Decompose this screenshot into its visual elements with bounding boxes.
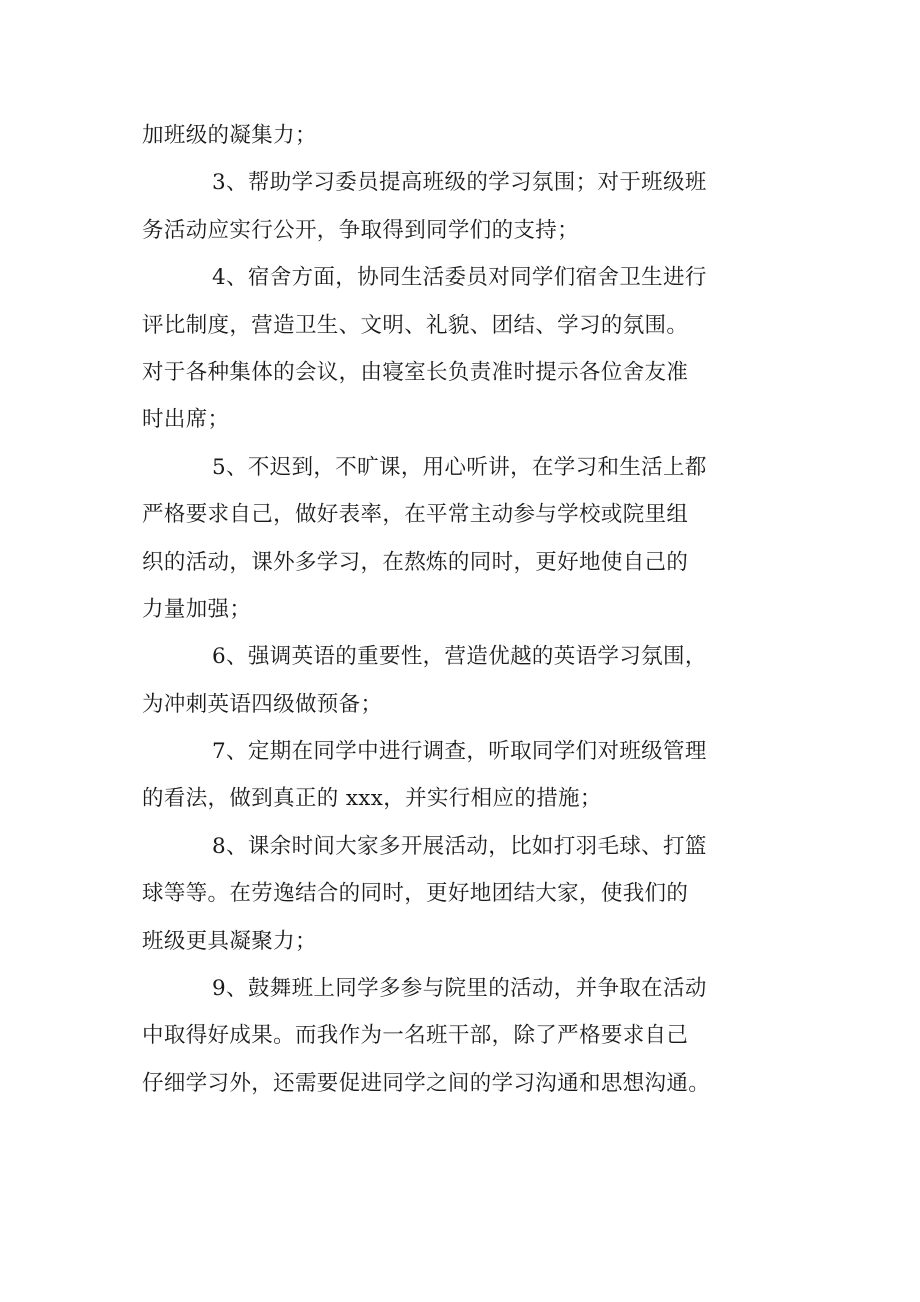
text-line: 加班级的凝集力； (142, 123, 317, 148)
document-body (142, 112, 782, 1107)
text-line: 中取得好成果。而我作为一名班干部，除了严格要求自己 (142, 1023, 689, 1049)
text-line: 9、鼓舞班上同学多参与院里的活动，并争取在活动 (212, 976, 707, 1002)
text-line: 对于各种集体的会议，由寝室长负责准时提示各位舍友准 (142, 359, 689, 385)
text-line: 评比制度，营造卫生、文明、礼貌、团结、学习的氛围。 (142, 312, 689, 338)
text-line: 务活动应实行公开，争取得到同学们的支持； (142, 217, 580, 243)
paragraph-item-6 (142, 633, 782, 728)
text-line: 5、不迟到，不旷课，用心听讲，在学习和生活上都 (212, 454, 707, 480)
paragraph-item-5 (142, 444, 782, 634)
text-line: 6、强调英语的重要性，营造优越的英语学习氛围， (212, 644, 707, 670)
text-line: 时出席； (142, 407, 230, 433)
text-line: 7、定期在同学中进行调查，听取同学们对班级管理 (212, 739, 707, 765)
text-line: 织的活动，课外多学习，在熬炼的同时，更好地使自己的 (142, 549, 689, 575)
text-line: 的看法，做到真正的 xxx，并实行相应的措施； (142, 786, 602, 812)
paragraph-item-3 (142, 159, 782, 254)
text-line: 8、课余时间大家多开展活动，比如打羽毛球、打篮 (212, 833, 707, 859)
paragraph-continuation (142, 112, 782, 159)
text-line: 3、帮助学习委员提高班级的学习氛围；对于班级班 (212, 170, 707, 196)
text-line: 为冲刺英语四级做预备； (142, 691, 383, 717)
text-line: 4、宿舍方面，协同生活委员对同学们宿舍卫生进行 (212, 265, 707, 291)
text-line: 球等等。在劳逸结合的同时，更好地团结大家，使我们的 (142, 881, 689, 907)
text-line: 班级更具凝聚力； (142, 928, 317, 954)
text-line: 仔细学习外，还需要促进同学之间的学习沟通和思想沟通。 (142, 1070, 711, 1096)
paragraph-item-7 (142, 728, 782, 823)
paragraph-item-8 (142, 823, 782, 965)
text-line: 力量加强； (142, 596, 252, 622)
paragraph-item-9 (142, 965, 782, 1107)
text-line: 严格要求自己，做好表率，在平常主动参与学校或院里组 (142, 502, 689, 528)
paragraph-item-4 (142, 254, 782, 444)
